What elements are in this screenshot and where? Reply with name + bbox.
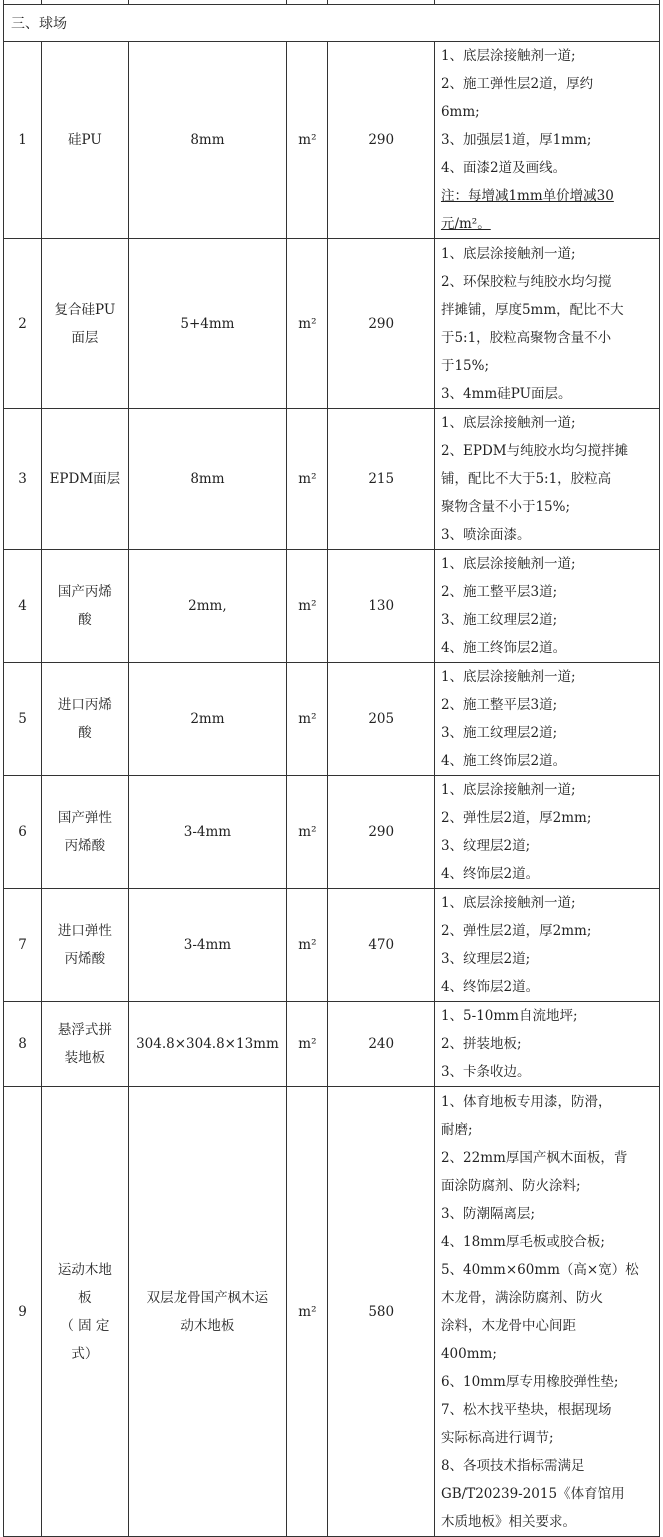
item-spec-line: 304.8×304.8×13mm <box>136 1036 279 1052</box>
item-name-line: 酸 <box>78 612 92 628</box>
item-name <box>42 409 128 550</box>
description-line: 2、弹性层2道，厚2mm; <box>440 923 592 939</box>
item-price: 130 <box>328 550 434 663</box>
item-name <box>42 550 128 663</box>
item-spec <box>128 889 287 1002</box>
item-spec-line: 2mm <box>190 711 225 727</box>
description-line: 3、纹理层2道; <box>440 838 531 854</box>
item-name-line: 板 <box>78 1289 92 1306</box>
description-line: 拌摊铺，厚度5mm，配比不大 <box>440 301 624 318</box>
description-line: 4、终饰层2道。 <box>440 979 540 995</box>
table-body <box>4 0 660 1537</box>
table-row <box>4 663 660 776</box>
item-price: 290 <box>328 239 434 409</box>
row-number: 6 <box>4 776 42 889</box>
description-line: 面涂防腐剂、防火涂料; <box>440 1177 581 1194</box>
description-line: 4、终饰层2道。 <box>440 866 540 882</box>
item-spec <box>128 776 287 889</box>
description-line: 8、各项技术指标需满足 <box>440 1457 585 1474</box>
description-line: 400mm; <box>440 1345 497 1362</box>
description-line: 实际标高进行调节; <box>440 1429 554 1446</box>
item-spec <box>128 1002 287 1087</box>
description-note: 注：每增减1mm单价增减30 <box>440 188 614 204</box>
description-line: 7、松木找平垫块，根据现场 <box>440 1401 612 1418</box>
description-line: 1、底层涂接触剂一道; <box>440 669 576 685</box>
item-name <box>42 663 128 776</box>
item-spec-line: 动木地板 <box>180 1317 235 1334</box>
description-line: 2、22mm厚国产枫木面板，背 <box>440 1149 628 1166</box>
item-name <box>42 42 128 239</box>
item-unit: m² <box>287 42 328 239</box>
item-price: 240 <box>328 1002 434 1087</box>
item-spec-line: 8mm <box>190 132 225 148</box>
table-row <box>4 889 660 1002</box>
item-description <box>434 889 659 1002</box>
item-spec-line: 2mm, <box>188 598 227 614</box>
item-name-line: 式） <box>71 1345 99 1362</box>
description-line: 1、体育地板专用漆，防滑， <box>440 1093 612 1110</box>
table-row <box>4 1002 660 1087</box>
item-spec-line: 5+4mm <box>180 315 235 332</box>
description-line: 1、底层涂接触剂一道; <box>440 895 576 911</box>
row-number: 3 <box>4 409 42 550</box>
description-line: 6mm; <box>440 104 480 120</box>
description-line: 2、施工整平层3道; <box>440 697 558 713</box>
description-line: 涂料，木龙骨中心间距 <box>440 1317 576 1334</box>
item-spec-line: 3-4mm <box>183 824 232 840</box>
row-number: 8 <box>4 1002 42 1087</box>
item-unit: m² <box>287 1002 328 1087</box>
item-name-line: （ 固 定 <box>60 1317 110 1334</box>
item-price: 470 <box>328 889 434 1002</box>
item-description <box>434 239 659 409</box>
description-line: 3、4mm硅PU面层。 <box>440 385 572 402</box>
item-description <box>434 1002 659 1087</box>
description-line: 2、环保胶粒与纯胶水均匀搅 <box>440 273 612 290</box>
description-line: 4、施工终饰层2道。 <box>440 753 567 769</box>
item-name-line: 悬浮式拼 <box>57 1022 112 1038</box>
price-table <box>3 0 660 1537</box>
item-price: 215 <box>328 409 434 550</box>
item-price: 290 <box>328 42 434 239</box>
description-line: 3、纹理层2道; <box>440 951 531 967</box>
description-line: 3、防潮隔离层; <box>440 1205 536 1222</box>
description-line: 铺，配比不大于5:1，胶粒高 <box>440 471 612 487</box>
item-name-line: 复合硅PU <box>54 301 116 318</box>
item-name <box>42 776 128 889</box>
item-name <box>42 1002 128 1087</box>
row-number: 4 <box>4 550 42 663</box>
item-name-line: 酸 <box>78 725 92 741</box>
item-spec <box>128 1087 287 1537</box>
description-line: 3、施工纹理层2道; <box>440 612 558 628</box>
item-name-line: 进口弹性 <box>57 923 112 939</box>
item-description <box>434 550 659 663</box>
item-description <box>434 663 659 776</box>
item-spec <box>128 550 287 663</box>
table-row <box>4 1087 660 1537</box>
description-line: 3、施工纹理层2道; <box>440 725 558 741</box>
item-unit: m² <box>287 239 328 409</box>
description-line: 2、施工整平层3道; <box>440 584 558 600</box>
item-spec-line: 8mm <box>190 471 225 487</box>
description-line: 3、加强层1道，厚1mm; <box>440 132 592 148</box>
item-unit: m² <box>287 663 328 776</box>
item-unit: m² <box>287 776 328 889</box>
item-name <box>42 1087 128 1537</box>
description-line: 耐磨; <box>440 1121 473 1138</box>
description-line: 5、40mm×60mm（高×宽）松 <box>440 1261 639 1278</box>
item-description <box>434 42 659 239</box>
description-line: 木龙骨，满涂防腐剂、防火 <box>440 1289 603 1306</box>
description-line: 1、底层涂接触剂一道; <box>440 415 576 431</box>
item-unit: m² <box>287 1087 328 1537</box>
item-description <box>434 409 659 550</box>
item-description <box>434 776 659 889</box>
item-name-line: 进口丙烯 <box>57 697 112 713</box>
item-name-line: 丙烯酸 <box>64 951 106 967</box>
item-unit: m² <box>287 409 328 550</box>
description-line: 4、施工终饰层2道。 <box>440 640 567 656</box>
row-number: 2 <box>4 239 42 409</box>
item-name-line: 硅PU <box>68 132 102 148</box>
item-name-line: 国产弹性 <box>57 810 112 826</box>
description-line: 3、喷涂面漆。 <box>440 527 531 543</box>
description-line: 1、底层涂接触剂一道; <box>440 556 576 572</box>
item-name <box>42 889 128 1002</box>
table-row <box>4 776 660 889</box>
item-name-line: 国产丙烯 <box>57 584 112 600</box>
section-title: 三、球场 <box>4 5 660 42</box>
description-line: 3、卡条收边。 <box>440 1064 531 1080</box>
description-line: 于5:1，胶粒高聚物含量不小 <box>440 329 612 346</box>
item-spec <box>128 663 287 776</box>
item-description <box>434 1087 659 1537</box>
description-line: 2、拼装地板; <box>440 1036 522 1052</box>
description-line: 2、EPDM与纯胶水均匀搅拌摊 <box>440 443 629 459</box>
item-price: 205 <box>328 663 434 776</box>
item-price: 290 <box>328 776 434 889</box>
description-line: GB/T20239-2015《体育馆用 <box>440 1485 625 1502</box>
table-row <box>4 239 660 409</box>
item-name-line: EPDM面层 <box>49 471 121 487</box>
item-spec <box>128 42 287 239</box>
item-name-line: 面层 <box>71 329 99 346</box>
item-name-line: 丙烯酸 <box>64 838 106 854</box>
row-number: 7 <box>4 889 42 1002</box>
table-row <box>4 550 660 663</box>
item-spec-line: 双层龙骨国产枫木运 <box>146 1289 269 1306</box>
description-line: 1、5-10mm自流地坪; <box>440 1008 578 1024</box>
description-note: 元/m²。 <box>440 216 491 232</box>
description-line: 6、10mm厚专用橡胶弹性垫; <box>440 1373 619 1390</box>
description-line: 于15%; <box>440 357 490 374</box>
row-number: 9 <box>4 1087 42 1537</box>
table-row <box>4 42 660 239</box>
row-number: 1 <box>4 42 42 239</box>
item-spec <box>128 239 287 409</box>
description-line: 4、18mm厚毛板或胶合板; <box>440 1233 605 1250</box>
item-name-line: 装地板 <box>64 1050 106 1066</box>
item-price: 580 <box>328 1087 434 1537</box>
description-line: 2、弹性层2道，厚2mm; <box>440 810 592 826</box>
table-row <box>4 409 660 550</box>
description-line: 2、施工弹性层2道，厚约 <box>440 76 594 92</box>
description-line: 1、底层涂接触剂一道; <box>440 782 576 798</box>
item-spec-line: 3-4mm <box>183 937 232 953</box>
item-spec <box>128 409 287 550</box>
item-unit: m² <box>287 889 328 1002</box>
description-line: 4、面漆2道及画线。 <box>440 160 567 176</box>
item-name-line: 运动木地 <box>57 1261 112 1278</box>
item-name <box>42 239 128 409</box>
item-unit: m² <box>287 550 328 663</box>
description-line: 聚物含量不小于15%; <box>440 499 571 515</box>
description-line: 木质地板》相关要求。 <box>440 1513 576 1530</box>
section-row <box>4 5 660 42</box>
row-number: 5 <box>4 663 42 776</box>
description-line: 1、底层涂接触剂一道; <box>440 48 576 64</box>
description-line: 1、底层涂接触剂一道; <box>440 245 576 262</box>
